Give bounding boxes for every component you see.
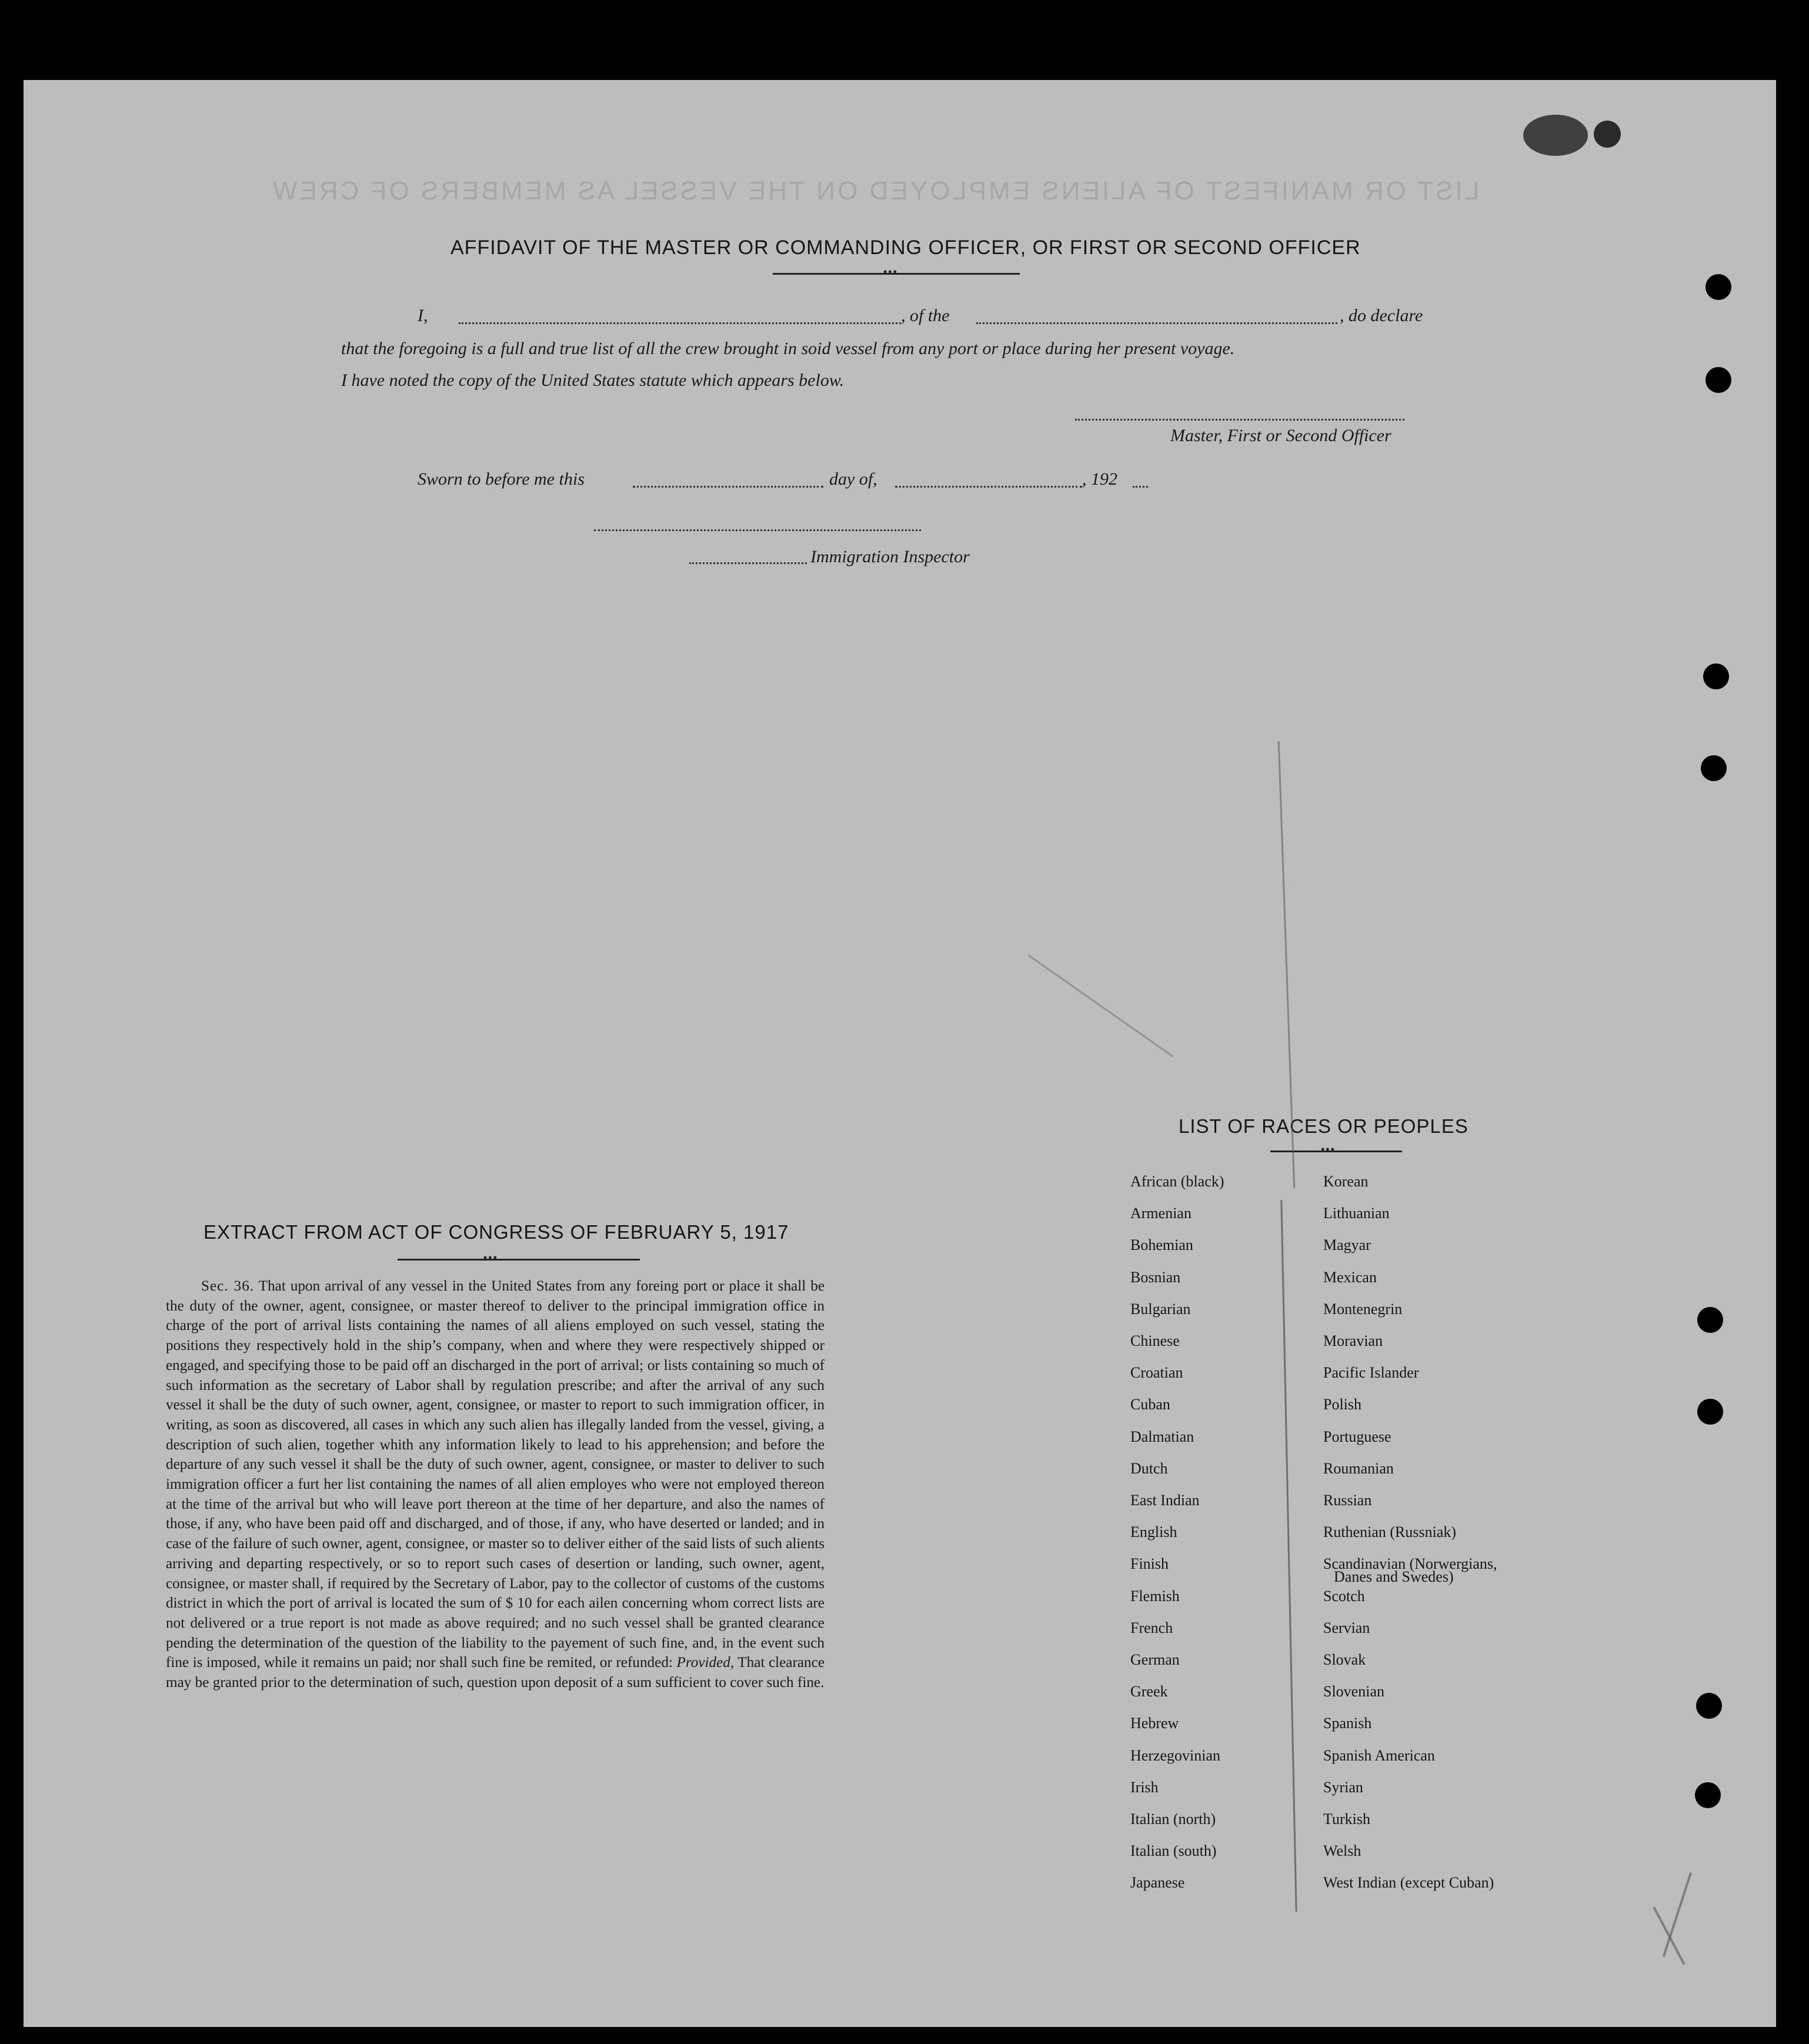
sworn-day-of-label: day of, <box>829 469 877 489</box>
race-left-item: Dalmatian <box>1130 1428 1194 1445</box>
race-left-item: Flemish <box>1130 1587 1180 1605</box>
race-right-item: Servian <box>1323 1619 1370 1636</box>
race-left-item: Bulgarian <box>1130 1300 1191 1318</box>
affidavit-rule-ornament: ••• <box>883 266 898 278</box>
race-left-item: East Indian <box>1130 1492 1200 1509</box>
section-label: Sec. 36. <box>201 1278 255 1294</box>
document-page <box>24 80 1776 2027</box>
race-left-item: African (black) <box>1130 1173 1224 1190</box>
race-right-item: Slovak <box>1323 1651 1366 1668</box>
race-left-item: Japanese <box>1130 1874 1185 1892</box>
inspector-name-field[interactable] <box>689 562 807 564</box>
affidavit-declare-label: , do declare <box>1340 306 1423 325</box>
race-right-item: Moravian <box>1323 1332 1383 1349</box>
sworn-prefix: Sworn to before me this <box>418 469 585 489</box>
race-right-item: Pacific Islander <box>1323 1364 1419 1382</box>
race-right-item: Scandinavian (Norwergians, <box>1323 1555 1497 1573</box>
inspector-signature-field[interactable] <box>594 529 921 531</box>
race-right-item: Scotch <box>1323 1587 1365 1605</box>
races-rule-ornament: ••• <box>1321 1143 1336 1155</box>
race-left-item: Dutch <box>1130 1459 1168 1477</box>
master-signature-label: Master, First or Second Officer <box>1170 426 1391 445</box>
provided-word: Provided, <box>676 1655 735 1671</box>
race-left-item: Bohemian <box>1130 1236 1193 1254</box>
punch-hole <box>1696 1693 1722 1719</box>
sworn-year-label: , 192 <box>1082 469 1117 489</box>
punch-hole <box>1697 1307 1723 1333</box>
punch-hole <box>1697 1399 1723 1425</box>
section-text: That upon arrival of any vessel in the United States from any foreing port or place it shall be the duty of the owner, agent, consignee, or master thereof to deliver to the principal immigration office in charge of the port of arrival lists containing the names of all aliens employed on such vessel, stating the positions they respectively hold in the ship’s company, when and where they were respectively shipped or engaged, and specifying those to be paid off an discharged in the port of arrival; or lists containing so much of such information as the secretary of Labor shall by regulation prescribe; and after the arrival of any such vessel it shall be the duty of such owner, agent, consignee, or master to report to such immigration officer, in writing, as soon as discovered, all cases in which any such alien has illegally landed from the vessel, giving, a description of such alien, together whith any information likely to lead to his apprehension; and before the departure of any such vessel it shall be the duty of such owner, agent, consignee, or master to deliver to such immigration officer a furt her list containing the names of all alien employes who were not employed thereon at the time of the arrival but who will leave port thereon at the time of her departure, and also the names of those, if any, who have been paid off and discharged, and of those, if any, who have deserted or landed; and in case of the failure of such owner, agent, consignee, or master so to deliver either of the said lists of such alients arriving and departing respectively, or so to report such cases of desertion or landing, such owner, agent, consignee, or master shall, if required by the Secretary of Labor, pay to the collector of customs of the customs district in which the port of arrival is located the sum of $ 10 for each ailen concerning whom correct lists are not delivered or a true report is not made as above required; and no such vessel shall be granted clearance pending the determination of the question of the liability to the payement of such fine, and, in the event such fine is imposed, while it remains un paid; nor shall such fine be remited, or refunded: <box>166 1278 825 1671</box>
extract-title: EXTRACT FROM ACT OF CONGRESS OF FEBRUARY 5, 1917 <box>203 1221 789 1243</box>
race-left-item: Hebrew <box>1130 1715 1179 1732</box>
vessel-name-field[interactable] <box>976 322 1337 324</box>
race-left-item: Herzegovinian <box>1130 1746 1221 1764</box>
race-right-item: Portuguese <box>1323 1428 1391 1445</box>
affidavit-statement: that the foregoing is a full and true list of all the crew brought in soid vessel from any port or place during her present voyage. <box>341 339 1235 358</box>
punch-hole <box>1703 663 1729 689</box>
extract-body <box>166 1276 825 1693</box>
races-rule <box>1270 1151 1402 1152</box>
race-left-item: Cuban <box>1130 1396 1170 1413</box>
race-left-item: French <box>1130 1619 1173 1636</box>
race-right-item: Russian <box>1323 1492 1372 1509</box>
race-left-item: Finish <box>1130 1555 1169 1573</box>
sworn-year-field[interactable] <box>1133 486 1148 488</box>
race-right-scandinavian-line2: Danes and Swedes) <box>1334 1568 1454 1585</box>
race-right-item: West Indian (except Cuban) <box>1323 1874 1494 1892</box>
race-left-item: Italian (south) <box>1130 1842 1217 1860</box>
punch-hole <box>1701 755 1727 781</box>
races-title: LIST OF RACES OR PEOPLES <box>1179 1115 1468 1137</box>
race-right-item: Lithuanian <box>1323 1205 1390 1222</box>
affidavit-of-the-label: , of the <box>901 306 950 325</box>
bleedthrough-title: LIST OR MANIFEST OF ALIENS EMPLOYED ON THE VESSEL AS MEMBERS OF CREW <box>271 176 1480 205</box>
race-left-item: Armenian <box>1130 1205 1191 1222</box>
punch-hole <box>1705 367 1731 393</box>
ink-smudge <box>1594 121 1621 148</box>
race-right-item: Turkish <box>1323 1810 1370 1828</box>
race-left-item: German <box>1130 1651 1180 1668</box>
sworn-month-field[interactable] <box>895 486 1082 488</box>
race-right-item: Spanish American <box>1323 1746 1435 1764</box>
race-left-item: Croatian <box>1130 1364 1183 1382</box>
race-right-item: Polish <box>1323 1396 1362 1413</box>
race-left-item: Greek <box>1130 1683 1168 1700</box>
race-right-item: Montenegrin <box>1323 1300 1403 1318</box>
race-left-item: Irish <box>1130 1778 1159 1796</box>
race-right-item: Korean <box>1323 1173 1369 1190</box>
race-right-item: Ruthenian (Russniak) <box>1323 1523 1457 1541</box>
affidavit-i-label: I, <box>418 306 428 325</box>
race-left-item: Chinese <box>1130 1332 1180 1349</box>
race-right-item: Mexican <box>1323 1268 1377 1286</box>
punch-hole <box>1705 274 1731 300</box>
race-right-item: Welsh <box>1323 1842 1361 1860</box>
extract-rule-ornament: ••• <box>483 1252 498 1263</box>
race-right-item: Roumanian <box>1323 1459 1394 1477</box>
race-left-item: Italian (north) <box>1130 1810 1216 1828</box>
inspector-label: Immigration Inspector <box>810 547 970 566</box>
ink-smudge <box>1523 115 1588 156</box>
extract-rule <box>398 1259 640 1261</box>
punch-hole <box>1695 1782 1721 1808</box>
master-signature-field[interactable] <box>1075 419 1404 421</box>
race-right-item: Spanish <box>1323 1715 1372 1732</box>
race-left-item: Bosnian <box>1130 1268 1181 1286</box>
affidavit-statute-note: I have noted the copy of the United States statute which appears below. <box>341 371 845 390</box>
affidavit-title: AFFIDAVIT OF THE MASTER OR COMMANDING OFFICER, OR FIRST OR SECOND OFFICER <box>450 236 1361 259</box>
race-right-item: Slovenian <box>1323 1683 1384 1700</box>
sworn-day-field[interactable] <box>633 486 823 488</box>
race-right-item: Syrian <box>1323 1778 1363 1796</box>
race-left-item: English <box>1130 1523 1177 1541</box>
section-text-end: That clearance may be granted prior to the determination of such, question upon deposit of a sum sufficient to cover such fine. <box>166 1655 825 1691</box>
master-name-field[interactable] <box>459 322 901 324</box>
race-right-item: Magyar <box>1323 1236 1371 1254</box>
